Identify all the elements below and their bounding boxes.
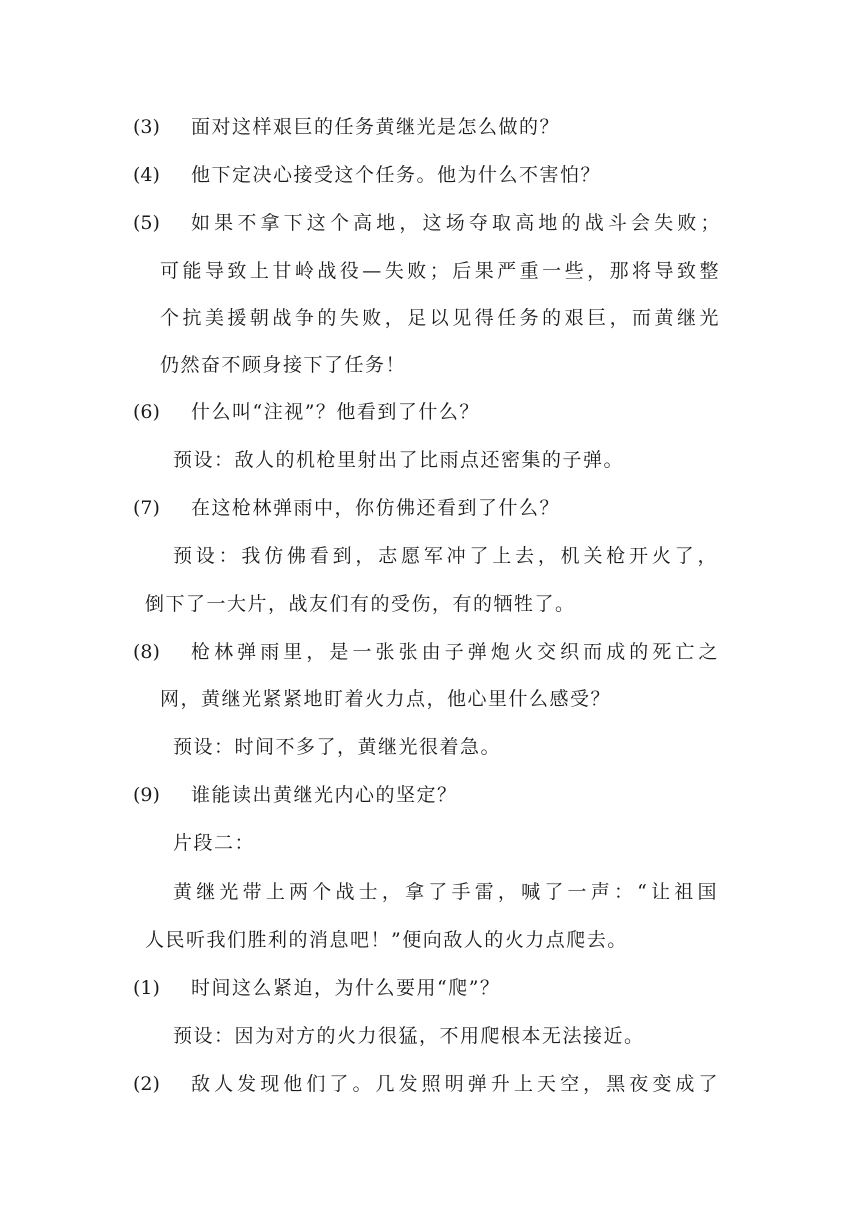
item-number: (1)	[133, 977, 160, 999]
question-4	[133, 163, 601, 187]
item-number: (2)	[133, 1073, 160, 1095]
item-text: 时间这么紧迫，为什么要用“爬”？	[191, 977, 501, 999]
question-3	[133, 115, 560, 139]
question-2	[133, 1072, 719, 1096]
preset-answer: 预设：因为对方的火力很猛，不用爬根本无法接近。	[173, 1025, 645, 1047]
item-number: (3)	[133, 116, 160, 138]
continuation-line: 可能导致上甘岭战役—失败；后果严重一些，那将导致整	[160, 260, 720, 282]
continuation-line: 网，黄继光紧紧地盯着火力点，他心里什么感受？	[160, 688, 612, 710]
question-1	[133, 976, 500, 1000]
continuation-line: 倒下了一大片，战友们有的受伤，有的牺牲了。	[145, 593, 576, 615]
item-number: (9)	[133, 784, 160, 806]
preset-answer: 预设：时间不多了，黄继光很着急。	[173, 736, 502, 758]
question-9	[133, 783, 458, 807]
item-text: 如果不拿下这个高地，这场夺取高地的战斗会失败；	[191, 212, 721, 234]
question-8	[133, 640, 719, 664]
question-5	[133, 211, 721, 235]
preset-answer: 预设：我仿佛看到，志愿军冲了上去，机关枪开火了，	[173, 545, 718, 567]
continuation-line: 个抗美援朝战争的失败，足以见得任务的艰巨，而黄继光	[160, 307, 720, 329]
item-number: (4)	[133, 164, 160, 186]
item-number: (7)	[133, 497, 160, 519]
item-text: 在这枪林弹雨中，你仿佛还看到了什么？	[191, 497, 561, 519]
preset-answer: 预设：敌人的机枪里射出了比雨点还密集的子弹。	[173, 449, 625, 471]
item-text: 什么叫“注视”？他看到了什么？	[191, 401, 480, 423]
item-text: 谁能读出黄继光内心的坚定？	[191, 784, 458, 806]
item-text: 敌人发现他们了。几发照明弹升上天空，黑夜变成了	[191, 1073, 719, 1095]
item-number: (8)	[133, 641, 160, 663]
section-heading: 片段二：	[173, 832, 256, 854]
continuation-line: 仍然奋不顾身接下了任务！	[160, 354, 407, 376]
item-number: (5)	[133, 212, 160, 234]
item-text: 面对这样艰巨的任务黄继光是怎么做的？	[191, 116, 561, 138]
item-text: 枪林弹雨里，是一张张由子弹炮火交织而成的死亡之	[191, 641, 719, 663]
paragraph: 黄继光带上两个战士，拿了手雷，喊了一声：“让祖国	[173, 881, 718, 903]
item-text: 他下定决心接受这个任务。他为什么不害怕？	[191, 164, 602, 186]
question-6	[133, 400, 480, 424]
item-number: (6)	[133, 401, 160, 423]
question-7	[133, 496, 560, 520]
continuation-line: 人民听我们胜利的消息吧！”便向敌人的火力点爬去。	[145, 929, 628, 951]
